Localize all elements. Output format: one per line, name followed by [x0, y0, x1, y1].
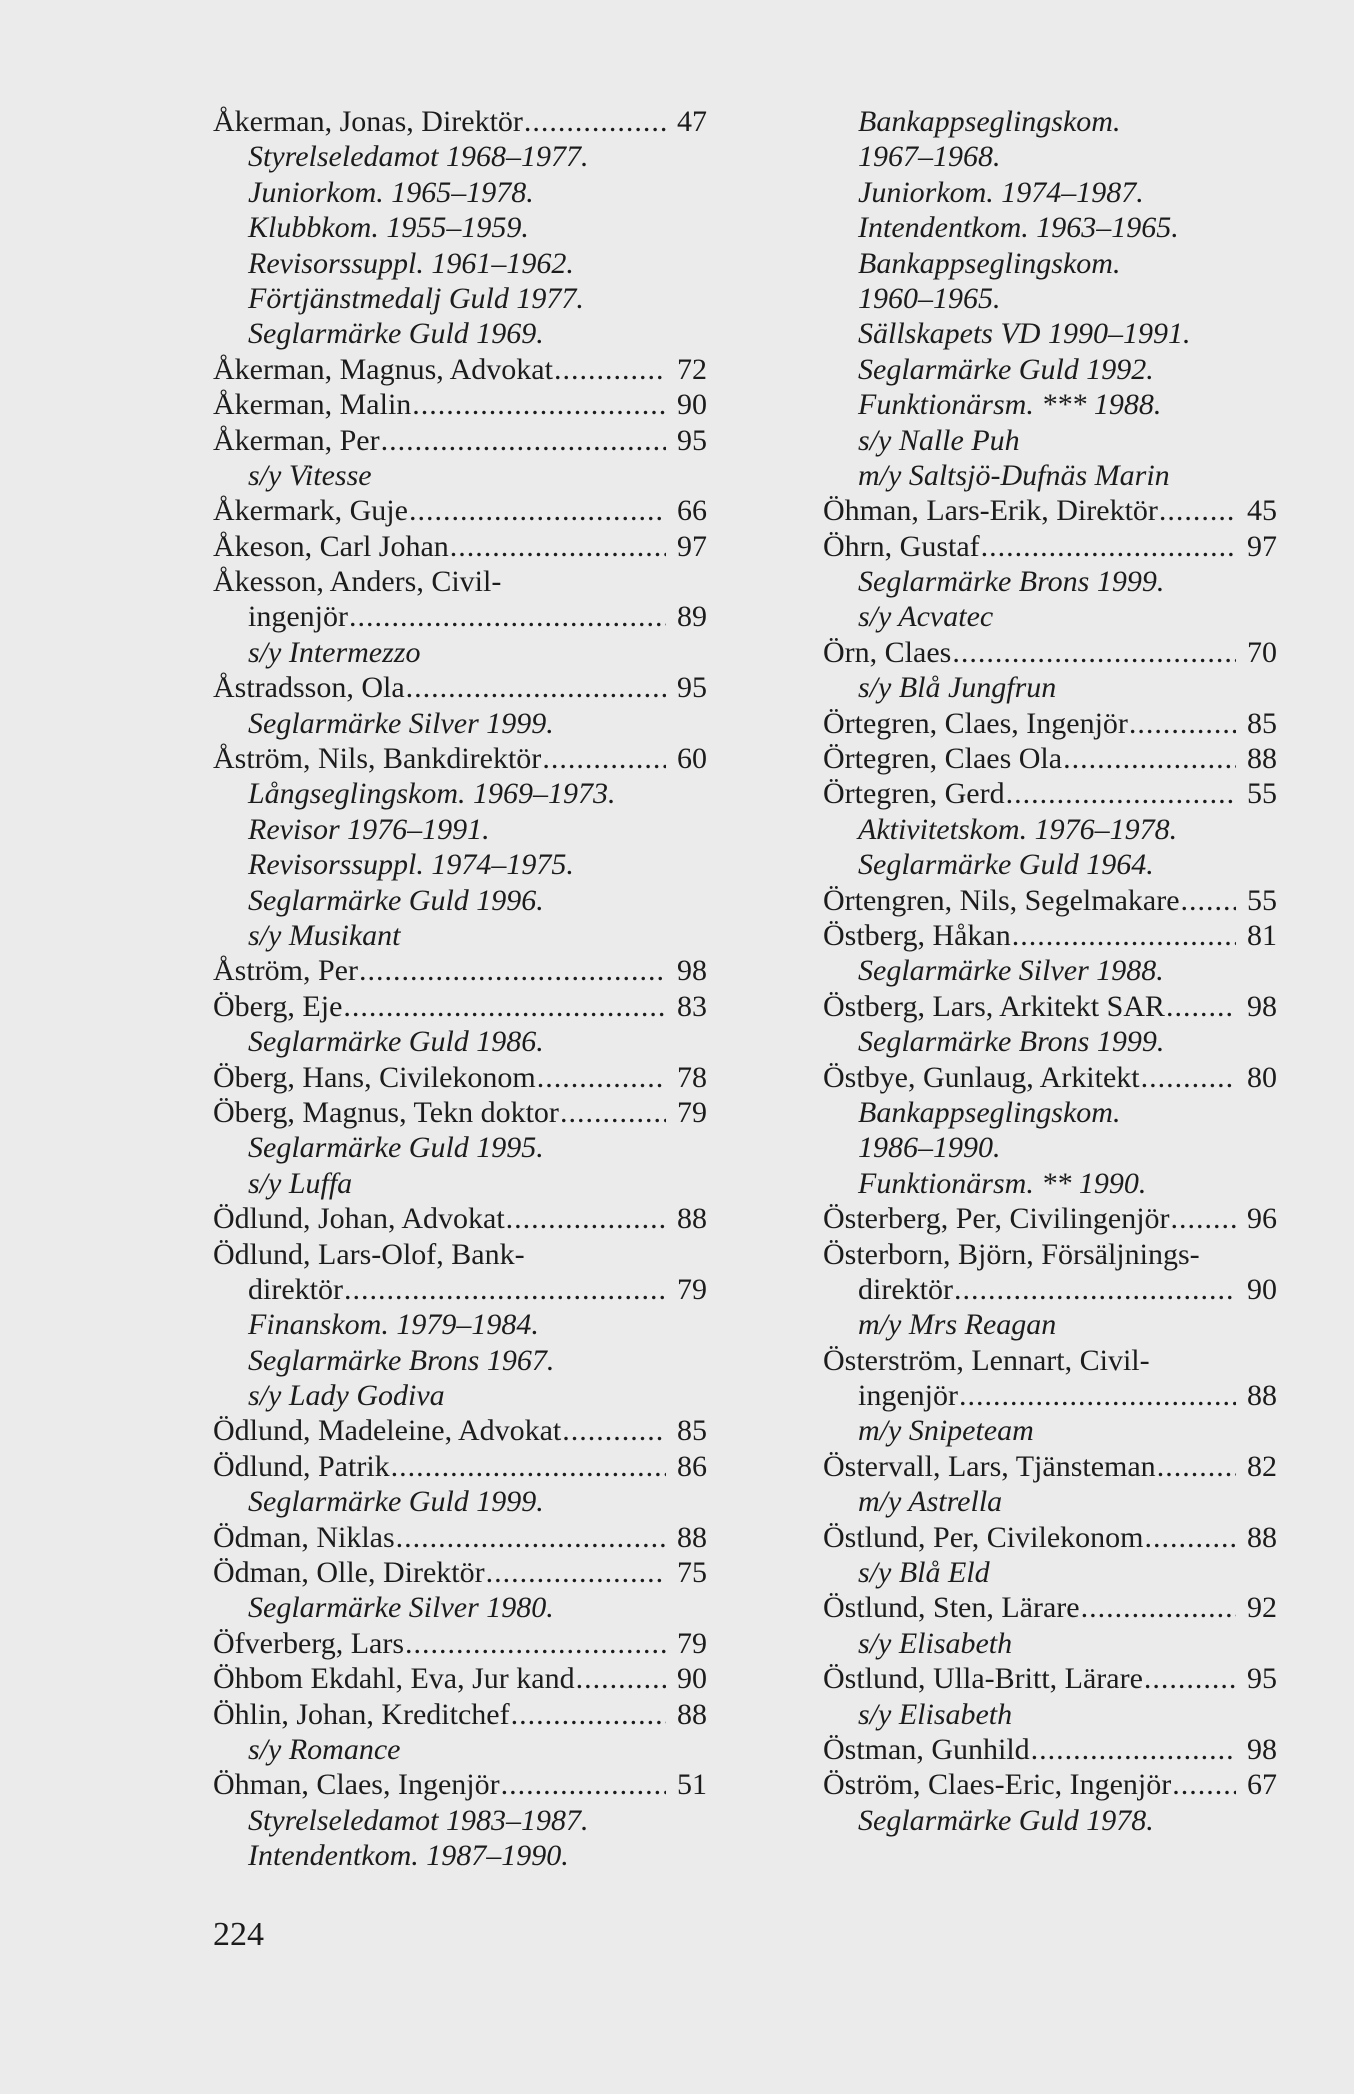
- entry-name: Östberg, Håkan: [823, 918, 1011, 952]
- dot-leader: [576, 1661, 666, 1696]
- entry-name: Åström, Per: [213, 954, 358, 988]
- entry-page-ref: 82: [1247, 1449, 1277, 1483]
- dot-leader: [1144, 1520, 1236, 1555]
- entry-page-ref: 79: [677, 1626, 707, 1660]
- entry-note: Bankappseglingskom.: [858, 105, 1121, 138]
- entry-page-ref: 95: [677, 671, 707, 705]
- index-entry: [213, 989, 707, 1024]
- dot-leader: [359, 953, 666, 988]
- entry-name: ingenjör: [248, 600, 348, 634]
- entry-note: Seglarmärke Brons 1999.: [858, 1025, 1165, 1059]
- index-entry: [213, 1201, 707, 1236]
- index-entry: [213, 1767, 707, 1802]
- entry-name: Åström, Nils, Bankdirektör: [213, 742, 542, 776]
- index-entry: [213, 953, 707, 988]
- entry-name: Öberg, Hans, Civilekonom: [213, 1060, 536, 1094]
- entry-page-ref: 78: [677, 1060, 707, 1094]
- index-entry: [213, 1060, 707, 1095]
- dot-leader: [1172, 1767, 1236, 1802]
- entry-name: Öhbom Ekdahl, Eva, Jur kand: [213, 1662, 575, 1696]
- entry-name: Östlund, Per, Civilekonom: [823, 1520, 1144, 1554]
- entry-note: Seglarmärke Guld 1986.: [248, 1025, 544, 1059]
- entry-note: s/y Luffa: [248, 1166, 353, 1200]
- entry-name: Åstradsson, Ola: [213, 671, 405, 705]
- entry-page-ref: 95: [1247, 1662, 1277, 1696]
- entry-page-ref: 47: [677, 105, 707, 138]
- entry-name: Östbye, Gunlaug, Arkitekt: [823, 1060, 1140, 1094]
- entry-name: Ödlund, Patrik: [213, 1449, 390, 1483]
- entry-note: Seglarmärke Silver 1988.: [858, 954, 1164, 988]
- index-entry: [213, 670, 707, 705]
- entry-note: Seglarmärke Silver 1980.: [248, 1591, 554, 1625]
- dot-leader: [486, 1555, 666, 1590]
- entry-name: Östervall, Lars, Tjänsteman: [823, 1449, 1156, 1483]
- dot-leader: [344, 1272, 666, 1307]
- entry-name-line: Österborn, Björn, Försäljnings-: [823, 1237, 1200, 1271]
- dot-leader: [1141, 1060, 1236, 1095]
- entry-note: s/y Romance: [248, 1732, 401, 1766]
- entry-page-ref: 55: [1247, 883, 1277, 917]
- entry-page-ref: 98: [1247, 1732, 1277, 1766]
- index-entry: [823, 776, 1277, 811]
- entry-page-ref: 97: [1247, 529, 1277, 563]
- dot-leader: [391, 1449, 666, 1484]
- index-entry: [823, 1449, 1277, 1484]
- dot-leader: [1006, 776, 1236, 811]
- entry-note: Seglarmärke Brons 1999.: [858, 565, 1165, 599]
- entry-page-ref: 86: [677, 1449, 707, 1483]
- dot-leader: [349, 599, 666, 634]
- entry-name: Örtegren, Gerd: [823, 777, 1005, 811]
- index-entry: [823, 706, 1277, 741]
- index-entry: [823, 493, 1277, 528]
- entry-name: direktör: [858, 1272, 953, 1306]
- entry-page-ref: 85: [1247, 706, 1277, 740]
- entry-name: Ödman, Niklas: [213, 1520, 395, 1554]
- index-entry: [213, 1449, 707, 1484]
- entry-page-ref: 88: [677, 1697, 707, 1731]
- entry-name: Åkeson, Carl Johan: [213, 529, 449, 563]
- entry-note: m/y Astrella: [858, 1485, 1003, 1519]
- entry-note: Intendentkom. 1987–1990.: [248, 1839, 569, 1873]
- entry-page-ref: 88: [1247, 1379, 1277, 1413]
- index-entry: [823, 1767, 1277, 1802]
- entry-name: Örn, Claes: [823, 635, 952, 669]
- index-entry: [823, 1590, 1277, 1625]
- dot-leader: [1171, 1201, 1236, 1236]
- entry-page-ref: 92: [1247, 1591, 1277, 1625]
- entry-note: m/y Saltsjö-Dufnäs Marin: [858, 458, 1170, 492]
- index-entry: [823, 989, 1277, 1024]
- entry-note: s/y Blå Jungfrun: [858, 671, 1057, 705]
- index-entry: [823, 883, 1277, 918]
- entry-note: Seglarmärke Silver 1999.: [248, 706, 554, 740]
- entry-note: Aktivitetskom. 1976–1978.: [858, 812, 1178, 846]
- entry-name: ingenjör: [858, 1379, 958, 1413]
- entry-page-ref: 89: [677, 600, 707, 634]
- index-entry: [213, 1697, 707, 1732]
- entry-note: Seglarmärke Brons 1967.: [248, 1343, 555, 1377]
- index-entry: [213, 1413, 707, 1448]
- index-entry: [213, 1661, 707, 1696]
- index-entry: [823, 1272, 1277, 1307]
- entry-note: Sällskapets VD 1990–1991.: [858, 317, 1191, 351]
- index-entry: [823, 635, 1277, 670]
- entry-name: Öberg, Eje: [213, 989, 343, 1023]
- entry-note: m/y Mrs Reagan: [858, 1308, 1057, 1342]
- entry-page-ref: 88: [1247, 1520, 1277, 1554]
- entry-name-line: Österström, Lennart, Civil-: [823, 1343, 1150, 1377]
- entry-note: Seglarmärke Guld 1969.: [248, 317, 544, 351]
- entry-name: Åkerman, Malin: [213, 388, 412, 422]
- entry-note: Bankappseglingskom.: [858, 246, 1121, 280]
- index-column-right: [823, 104, 1277, 1838]
- index-entry: [823, 1732, 1277, 1767]
- entry-page-ref: 97: [677, 529, 707, 563]
- entry-note: s/y Blå Eld: [858, 1556, 990, 1590]
- dot-leader: [412, 387, 666, 422]
- dot-leader: [562, 1413, 666, 1448]
- entry-note: Bankappseglingskom.: [858, 1095, 1121, 1129]
- entry-name: Östlund, Sten, Lärare: [823, 1591, 1080, 1625]
- entry-name-line: Ödlund, Lars-Olof, Bank-: [213, 1237, 525, 1271]
- entry-note: s/y Nalle Puh: [858, 423, 1020, 457]
- entry-name: Öström, Claes-Eric, Ingenjör: [823, 1768, 1172, 1802]
- entry-page-ref: 70: [1247, 635, 1277, 669]
- index-entry: [213, 741, 707, 776]
- entry-note: Funktionärsm. *** 1988.: [858, 388, 1162, 422]
- index-entry: [213, 1555, 707, 1590]
- entry-page-ref: 79: [677, 1272, 707, 1306]
- dot-leader: [542, 741, 666, 776]
- entry-name: direktör: [248, 1272, 343, 1306]
- entry-page-ref: 79: [677, 1095, 707, 1129]
- entry-note: Revisorssuppl. 1974–1975.: [248, 848, 574, 882]
- entry-note: s/y Acvatec: [858, 600, 994, 634]
- entry-page-ref: 75: [677, 1556, 707, 1590]
- dot-leader: [952, 635, 1236, 670]
- dot-leader: [1159, 493, 1236, 528]
- dot-leader: [409, 493, 666, 528]
- entry-note: Seglarmärke Guld 1992.: [858, 352, 1154, 386]
- entry-name: Öhman, Claes, Ingenjör: [213, 1768, 500, 1802]
- index-entry: [823, 1661, 1277, 1696]
- dot-leader: [524, 104, 666, 139]
- entry-page-ref: 51: [677, 1768, 707, 1802]
- entry-page-ref: 81: [1247, 918, 1277, 952]
- entry-note: Finanskom. 1979–1984.: [248, 1308, 539, 1342]
- dot-leader: [506, 1201, 666, 1236]
- dot-leader: [560, 1095, 666, 1130]
- page-number: 224: [213, 1916, 264, 1953]
- entry-name: Österberg, Per, Civilingenjör: [823, 1202, 1170, 1236]
- index-entry: [823, 529, 1277, 564]
- dot-leader: [1081, 1590, 1236, 1625]
- entry-name: Ödlund, Johan, Advokat: [213, 1202, 505, 1236]
- entry-note: Revisorssuppl. 1961–1962.: [248, 246, 574, 280]
- entry-page-ref: 80: [1247, 1060, 1277, 1094]
- entry-note: m/y Snipeteam: [858, 1414, 1034, 1448]
- entry-page-ref: 88: [677, 1520, 707, 1554]
- index-entry: [823, 1378, 1277, 1413]
- index-entry: [213, 1626, 707, 1661]
- entry-name-line: Åkesson, Anders, Civil-: [213, 565, 502, 599]
- entry-name: Åkerman, Jonas, Direktör: [213, 105, 523, 138]
- dot-leader: [1012, 918, 1236, 953]
- index-entry: [213, 423, 707, 458]
- index-entry: [213, 387, 707, 422]
- entry-note: s/y Intermezzo: [248, 635, 421, 669]
- dot-leader: [1157, 1449, 1236, 1484]
- entry-page-ref: 55: [1247, 777, 1277, 811]
- dot-leader: [381, 423, 666, 458]
- dot-leader: [406, 670, 666, 705]
- entry-note: Seglarmärke Guld 1999.: [248, 1485, 544, 1519]
- entry-name: Östman, Gunhild: [823, 1732, 1030, 1766]
- entry-note: Seglarmärke Guld 1964.: [858, 848, 1154, 882]
- entry-page-ref: 88: [1247, 742, 1277, 776]
- entry-name: Öhrn, Gustaf: [823, 529, 980, 563]
- index-entry: [213, 1095, 707, 1130]
- dot-leader: [959, 1378, 1236, 1413]
- dot-leader: [981, 529, 1236, 564]
- dot-leader: [1063, 741, 1236, 776]
- entry-name: Åkerman, Per: [213, 423, 380, 457]
- entry-note: s/y Musikant: [248, 918, 401, 952]
- entry-note: Styrelseledamot 1983–1987.: [248, 1803, 589, 1837]
- entry-page-ref: 90: [677, 388, 707, 422]
- entry-page-ref: 90: [1247, 1272, 1277, 1306]
- entry-note: 1986–1990.: [858, 1131, 1001, 1165]
- entry-page-ref: 67: [1247, 1768, 1277, 1802]
- dot-leader: [537, 1060, 666, 1095]
- index-column-left: [213, 104, 707, 1874]
- entry-note: 1960–1965.: [858, 281, 1001, 315]
- dot-leader: [1166, 989, 1236, 1024]
- dot-leader: [511, 1697, 666, 1732]
- entry-name: Åkermark, Guje: [213, 494, 408, 528]
- entry-name: Örtengren, Nils, Segelmakare: [823, 883, 1180, 917]
- entry-name: Örtegren, Claes, Ingenjör: [823, 706, 1128, 740]
- entry-note: Revisor 1976–1991.: [248, 812, 490, 846]
- entry-note: Styrelseledamot 1968–1977.: [248, 140, 589, 174]
- entry-name: Östlund, Ulla-Britt, Lärare: [823, 1662, 1143, 1696]
- index-entry: [213, 599, 707, 634]
- dot-leader: [343, 989, 666, 1024]
- entry-note: Funktionärsm. ** 1990.: [858, 1166, 1147, 1200]
- entry-name: Öfverberg, Lars: [213, 1626, 405, 1660]
- index-entry: [213, 104, 707, 139]
- entry-note: 1967–1968.: [858, 140, 1001, 174]
- entry-name: Örtegren, Claes Ola: [823, 742, 1063, 776]
- dot-leader: [1144, 1661, 1236, 1696]
- index-entry: [823, 1060, 1277, 1095]
- entry-note: s/y Elisabeth: [858, 1626, 1013, 1660]
- entry-note: Juniorkom. 1974–1987.: [858, 175, 1144, 209]
- entry-note: Seglarmärke Guld 1996.: [248, 883, 544, 917]
- entry-name: Ödlund, Madeleine, Advokat: [213, 1414, 562, 1448]
- entry-name: Ödman, Olle, Direktör: [213, 1556, 485, 1590]
- entry-note: Långseglingskom. 1969–1973.: [248, 777, 616, 811]
- entry-page-ref: 45: [1247, 494, 1277, 528]
- index-entry: [213, 529, 707, 564]
- entry-name: Åkerman, Magnus, Advokat: [213, 352, 553, 386]
- index-entry: [823, 918, 1277, 953]
- entry-note: Klubbkom. 1955–1959.: [248, 211, 529, 245]
- dot-leader: [405, 1626, 666, 1661]
- entry-name: Öberg, Magnus, Tekn doktor: [213, 1095, 559, 1129]
- entry-note: s/y Lady Godiva: [248, 1379, 445, 1413]
- index-entry: [213, 1520, 707, 1555]
- dot-leader: [450, 529, 666, 564]
- dot-leader: [396, 1520, 666, 1555]
- dot-leader: [1031, 1732, 1236, 1767]
- index-entry: [823, 1520, 1277, 1555]
- dot-leader: [954, 1272, 1236, 1307]
- entry-name: Öhman, Lars-Erik, Direktör: [823, 494, 1158, 528]
- index-entry: [823, 741, 1277, 776]
- entry-page-ref: 60: [677, 742, 707, 776]
- entry-page-ref: 66: [677, 494, 707, 528]
- dot-leader: [1181, 883, 1236, 918]
- entry-page-ref: 98: [1247, 989, 1277, 1023]
- entry-note: s/y Elisabeth: [858, 1697, 1013, 1731]
- entry-page-ref: 98: [677, 954, 707, 988]
- entry-note: s/y Vitesse: [248, 458, 372, 492]
- entry-page-ref: 88: [677, 1202, 707, 1236]
- entry-page-ref: 95: [677, 423, 707, 457]
- entry-note: Seglarmärke Guld 1995.: [248, 1131, 544, 1165]
- entry-note: Seglarmärke Guld 1978.: [858, 1803, 1154, 1837]
- index-entry: [823, 1201, 1277, 1236]
- entry-page-ref: 72: [677, 352, 707, 386]
- entry-page-ref: 85: [677, 1414, 707, 1448]
- dot-leader: [554, 352, 666, 387]
- entry-note: Juniorkom. 1965–1978.: [248, 175, 534, 209]
- entry-note: Intendentkom. 1963–1965.: [858, 211, 1179, 245]
- entry-page-ref: 83: [677, 989, 707, 1023]
- index-entry: [213, 352, 707, 387]
- dot-leader: [1129, 706, 1236, 741]
- index-entry: [213, 1272, 707, 1307]
- entry-page-ref: 90: [677, 1662, 707, 1696]
- entry-name: Öhlin, Johan, Kreditchef: [213, 1697, 510, 1731]
- entry-page-ref: 96: [1247, 1202, 1277, 1236]
- index-entry: [213, 493, 707, 528]
- entry-name: Östberg, Lars, Arkitekt SAR: [823, 989, 1165, 1023]
- entry-note: Förtjänstmedalj Guld 1977.: [248, 281, 584, 315]
- dot-leader: [501, 1767, 666, 1802]
